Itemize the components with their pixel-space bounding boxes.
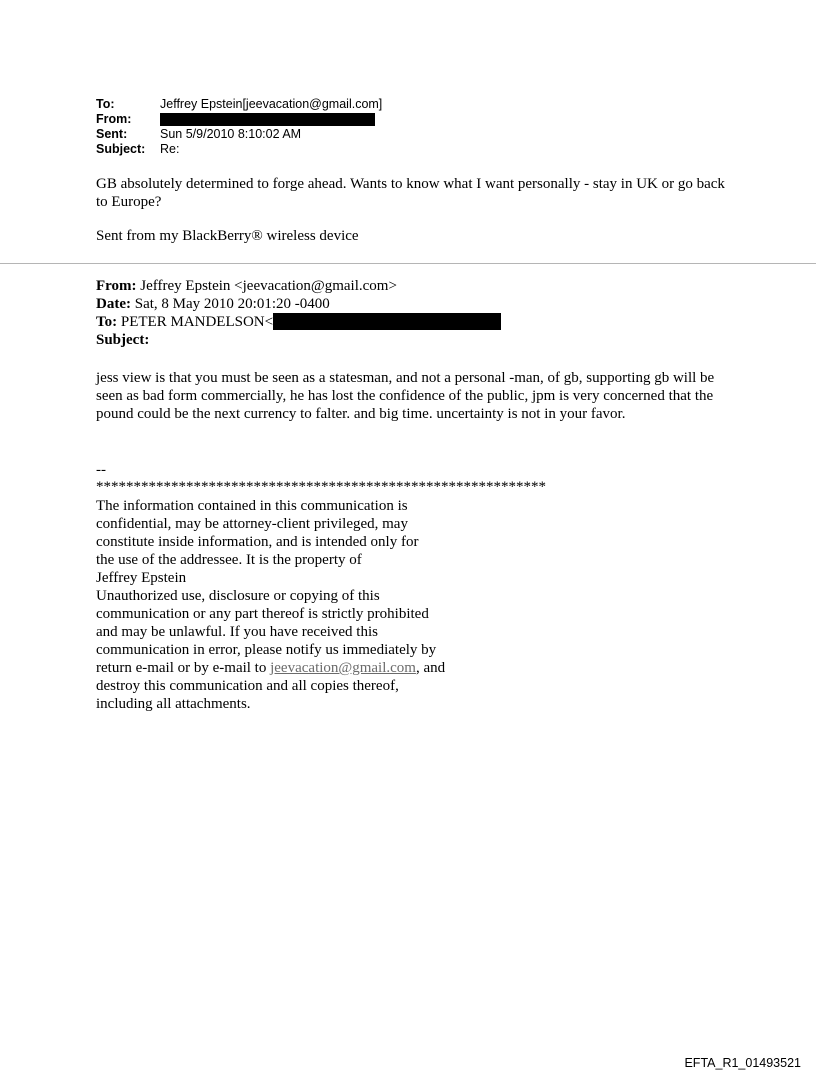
- disclaimer-line: Unauthorized use, disclosure or copying of this: [96, 588, 380, 604]
- quoted-header: [96, 277, 501, 349]
- reply-signature: Sent from my BlackBerry® wireless device: [96, 228, 359, 244]
- subject-label: Subject:: [96, 142, 146, 156]
- quoted-subject-label: Subject:: [96, 332, 150, 348]
- disclaimer-line: [96, 659, 516, 677]
- quoted-to-value: PETER MANDELSON<: [120, 314, 274, 330]
- sent-label: Sent:: [96, 127, 128, 141]
- quoted-date-row: [96, 295, 501, 313]
- message-divider: [0, 263, 816, 264]
- header-to-row: [96, 97, 382, 112]
- disclaimer-text: , and: [415, 660, 446, 676]
- disclaimer-line: confidential, may be attorney-client privileged, may: [96, 516, 408, 532]
- sent-value: Sun 5/9/2010 8:10:02 AM: [160, 127, 302, 141]
- quoted-to-row: [96, 313, 501, 331]
- disclaimer-line: destroy this communication and all copies thereof,: [96, 678, 399, 694]
- signature-dash: --: [96, 462, 106, 478]
- header-sent-row: [96, 127, 382, 142]
- disclaimer-line: communication in error, please notify us immediately by: [96, 642, 437, 658]
- to-value: Jeffrey Epstein[jeevacation@gmail.com]: [160, 97, 383, 111]
- quoted-date-value: Sat, 8 May 2010 20:01:20 -0400: [134, 296, 330, 312]
- quoted-to-label: To:: [96, 314, 118, 330]
- from-label: From:: [96, 112, 132, 126]
- quoted-subject-row: [96, 331, 501, 349]
- disclaimer-line: Jeffrey Epstein: [96, 570, 187, 586]
- redaction-bar: [160, 113, 375, 126]
- confidentiality-disclaimer: [96, 497, 516, 713]
- asterisk-separator: ************************************************************: [96, 479, 546, 495]
- email-header: [96, 97, 382, 157]
- disclaimer-line: communication or any part thereof is strictly prohibited: [96, 606, 429, 622]
- quoted-date-label: Date:: [96, 296, 131, 312]
- quoted-from-row: [96, 277, 501, 295]
- disclaimer-line: and may be unlawful. If you have received this: [96, 624, 378, 640]
- header-from-row: [96, 112, 382, 127]
- subject-value: Re:: [160, 142, 180, 156]
- reply-body: GB absolutely determined to forge ahead. Wants to know what I want personally - stay in UK or go back to Europe?: [96, 176, 725, 210]
- email-link[interactable]: jeevacation@gmail.com: [270, 660, 416, 676]
- disclaimer-line: The information contained in this communication is: [96, 498, 408, 514]
- redaction-bar: [273, 313, 501, 330]
- quoted-from-label: From:: [96, 278, 137, 294]
- document-id: EFTA_R1_01493521: [684, 1056, 801, 1070]
- to-label: To:: [96, 97, 115, 111]
- quoted-from-value: Jeffrey Epstein <jeevacation@gmail.com>: [140, 278, 397, 294]
- disclaimer-text: return e-mail or by e-mail to: [96, 660, 271, 676]
- disclaimer-line: constitute inside information, and is intended only for: [96, 534, 419, 550]
- quoted-body: jess view is that you must be seen as a statesman, and not a personal -man, of gb, supporting gb will be seen as bad form commercially, he has lost the confidence of the public, jpm is very concerned that the pound could be the next currency to falter. and big time. uncertainty is not in your favor.: [96, 370, 715, 422]
- disclaimer-line: including all attachments.: [96, 696, 251, 712]
- disclaimer-line: the use of the addressee. It is the property of: [96, 552, 362, 568]
- header-subject-row: [96, 142, 382, 157]
